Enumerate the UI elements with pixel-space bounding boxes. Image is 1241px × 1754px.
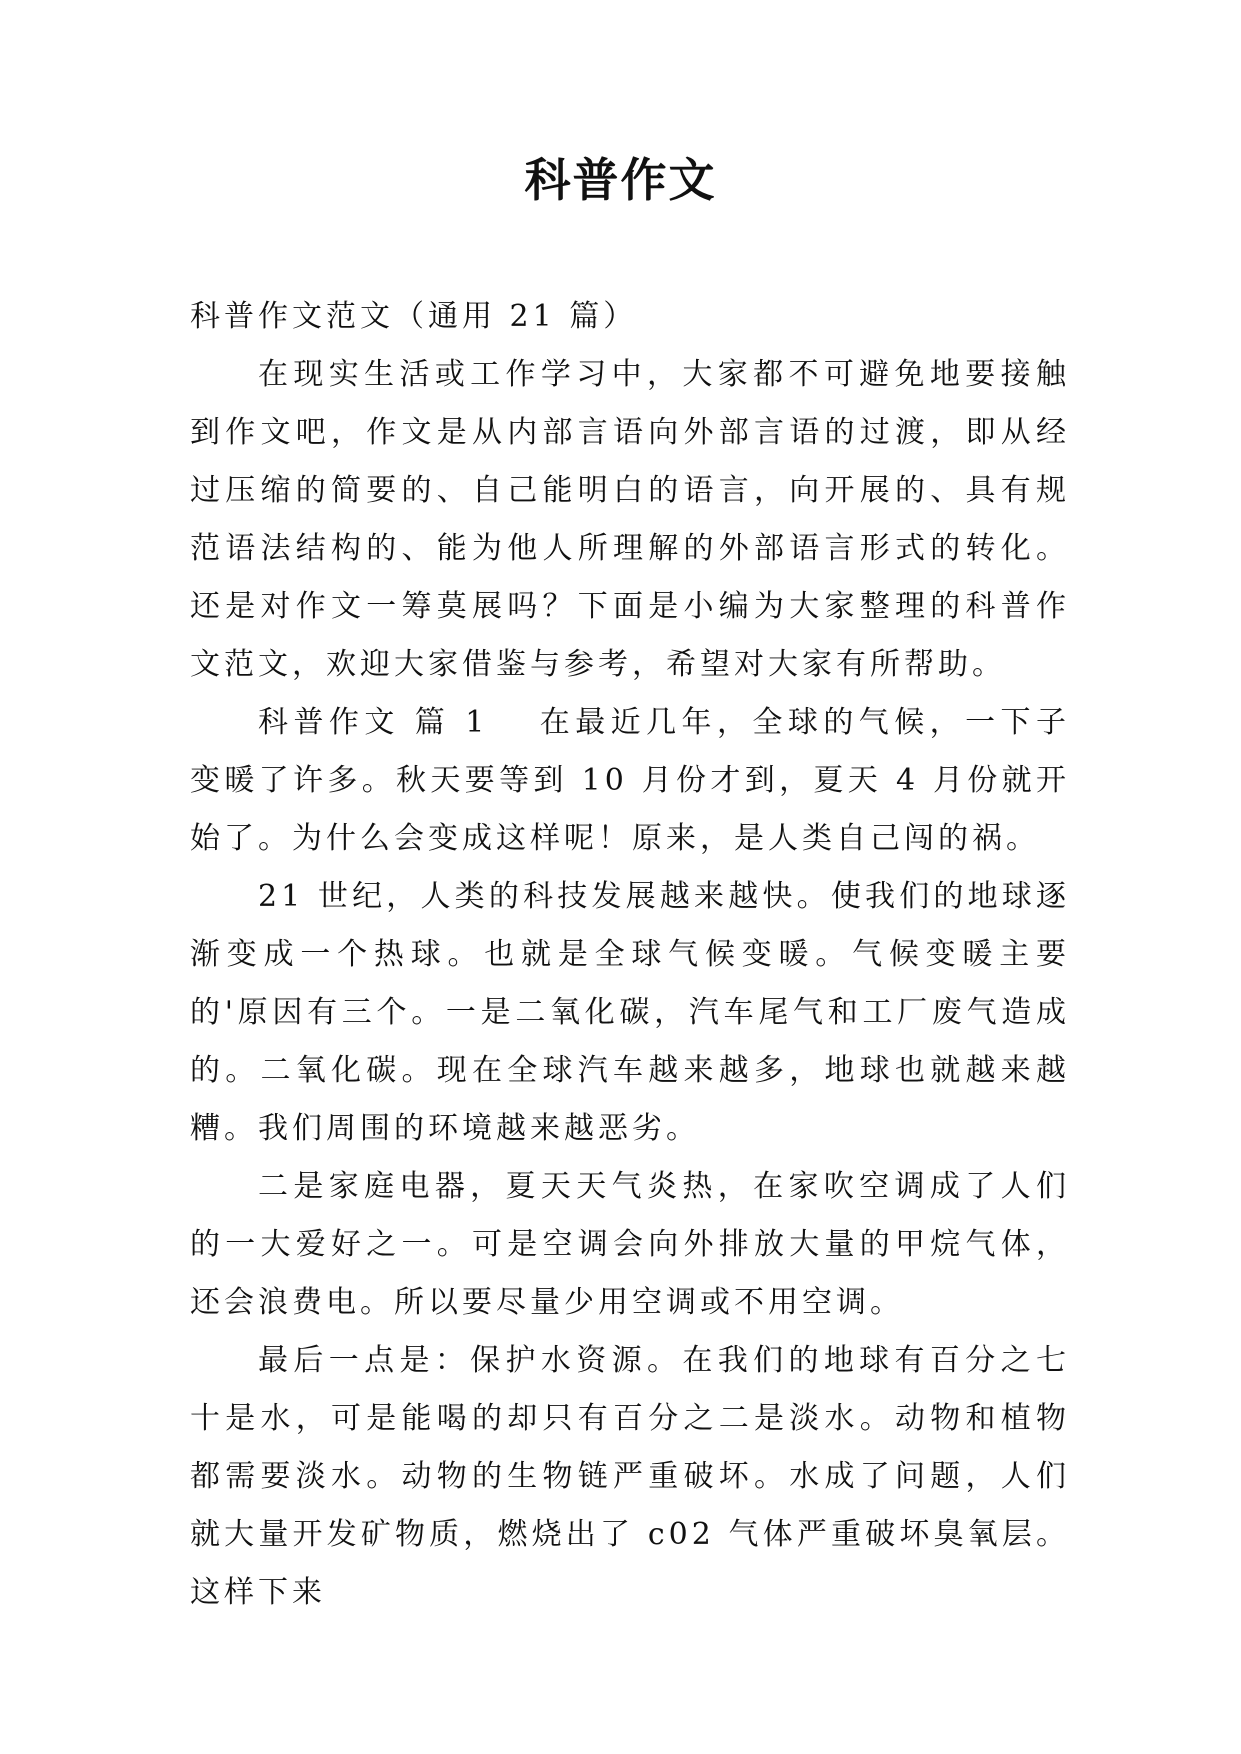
article-paragraph-3: 二是家庭电器，夏天天气炎热，在家吹空调成了人们的一大爱好之一。可是空调会向外排放大量的甲烷气体，还会浪费电。所以要尽量少用空调或不用空调。: [190, 1169, 1070, 1320]
article-paragraph-2: 21 世纪，人类的科技发展越来越快。使我们的地球逐渐变成一个热球。也就是全球气候变暖。气候变暖主要的'原因有三个。一是二氧化碳，汽车尾气和工厂废气造成的。二氧化碳。现在全球汽车越来越多，地球也就越来越糟。我们周围的环境越来越恶劣。: [190, 879, 1070, 1146]
article-paragraph-1: [190, 694, 1070, 868]
document-subtitle: 科普作文范文（通用 21 篇）: [190, 299, 638, 334]
article-paragraph-4: 最后一点是：保护水资源。在我们的地球有百分之七十是水，可是能喝的却只有百分之二是淡水。动物和植物都需要淡水。动物的生物链严重破坏。水成了问题，人们就大量开发矿物质，燃烧出了 c02 气体严重破坏臭氧层。这样下来: [190, 1343, 1070, 1610]
document-body: [190, 288, 1070, 1622]
intro-paragraph: 在现实生活或工作学习中，大家都不可避免地要接触到作文吧，作文是从内部言语向外部言语的过渡，即从经过压缩的简要的、自己能明白的语言，向开展的、具有规范语法结构的、能为他人所理解的外部语言形式的转化。还是对作文一筹莫展吗？下面是小编为大家整理的科普作文范文，欢迎大家借鉴与参考，希望对大家有所帮助。: [190, 357, 1070, 682]
document-title: 科普作文: [524, 153, 717, 207]
paragraph-text: 在最近几年，全球的气候，一下子变暖了许多。秋天要等到 10 月份才到，夏天 4 月份就开始了。为什么会变成这样呢！原来，是人类自己闯的祸。: [190, 705, 1070, 856]
article-heading: 科普作文 篇 1: [258, 705, 489, 740]
